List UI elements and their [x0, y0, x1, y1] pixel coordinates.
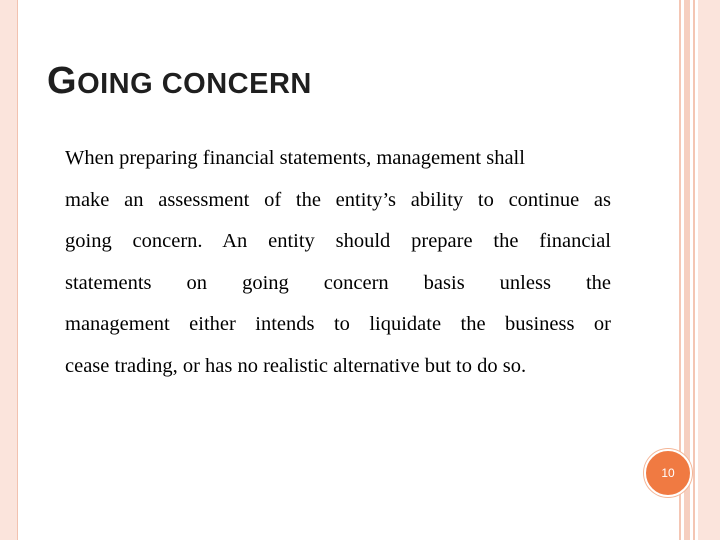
body-line: When preparing financial statements, management shall	[65, 147, 525, 169]
body-line: management either intends to liquidate the business or	[65, 313, 611, 335]
body-text	[65, 138, 611, 387]
slide-title	[47, 60, 312, 103]
body-line: make an assessment of the entity’s ability to continue as	[65, 188, 611, 211]
right-stripe	[693, 0, 695, 540]
body-line: cease trading, or has no realistic alternative but to do so.	[65, 354, 527, 377]
right-stripe	[698, 0, 720, 540]
page-number-badge: 10	[644, 449, 692, 497]
body-line: going concern. An entity should prepare the financial	[65, 230, 611, 252]
body-line: statements on going concern basis unless the	[65, 271, 611, 294]
title-first-letter: G	[47, 60, 78, 102]
left-border	[0, 0, 18, 540]
title-rest: OING CONCERN	[77, 68, 312, 100]
